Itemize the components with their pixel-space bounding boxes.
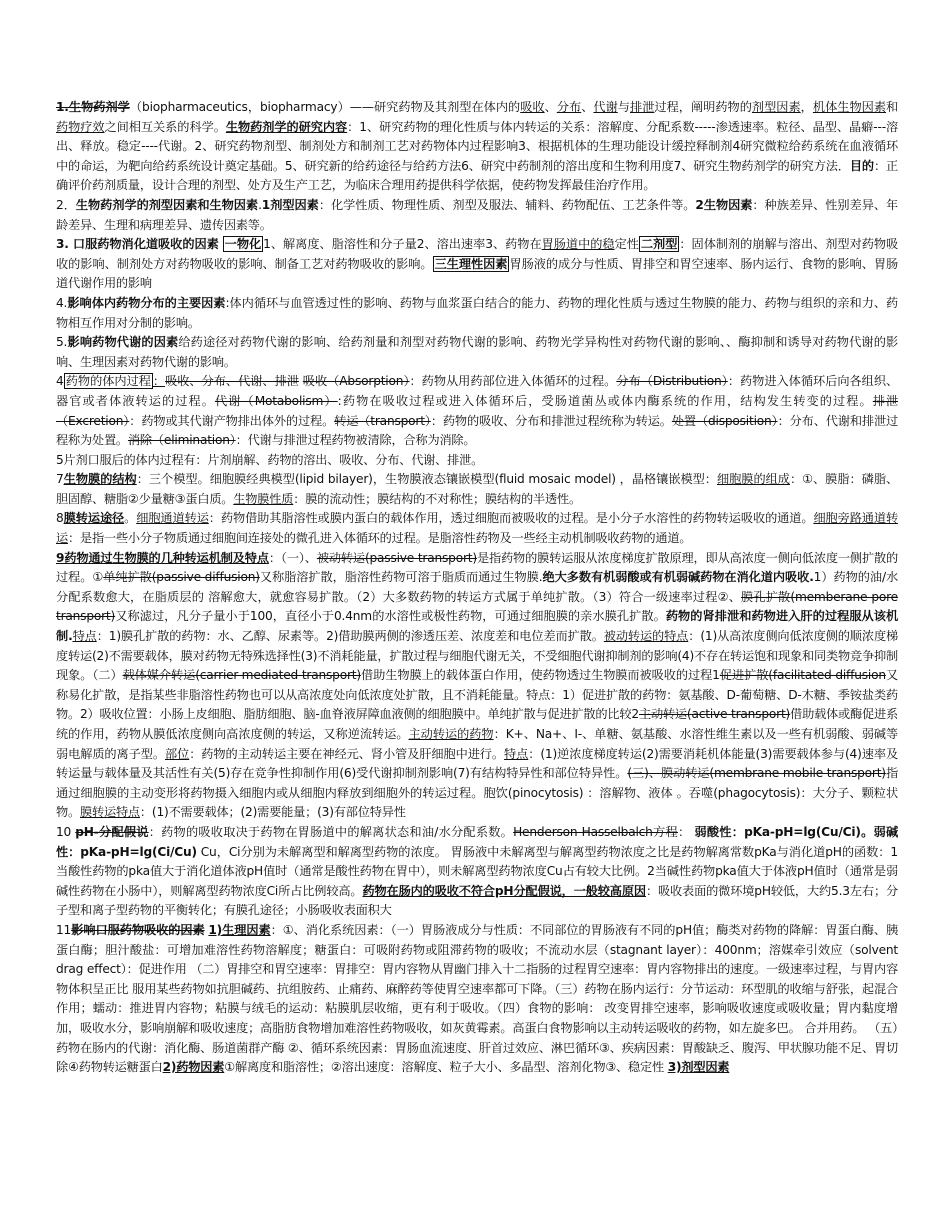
text-run: 促进扩散(facilitated diffusion xyxy=(719,668,886,683)
text-run: ：代谢与排泄过程药物被清除，合称为消除。 xyxy=(235,433,476,448)
text-run: 影响体内药物分布的主要因素 xyxy=(67,295,226,310)
text-run: 给药途径对药物代谢的影响、给药剂量和剂型对药物代谢的影响、药物光学异构性对药物代谢的影响、、酶抑制和诱导对药物代谢的影响、生理因素对药物代谢的影响。 xyxy=(56,335,899,369)
text-run: 之间相互关系的科学。 xyxy=(104,119,226,134)
text-run: 吸收（Absorption） xyxy=(302,374,410,389)
text-run: 排泄 xyxy=(630,100,655,114)
text-run: ：①、消化系统因素：（一）胃肠液成分与性质：不同部位的胃肠液有不同的pH值；酶类对药物的降解：胃蛋白酶、胰蛋白酶；胆汁酸盐：可增加难溶性药物溶解度；糖蛋白：可吸附药物或阻滞药物的吸收；不流动水层（stagnant layer）：400nm；溶媒牵引效应（solvent drag effect）：促进作用 （二）胃排空和胃空速率：胃排空：胃内容物从胃幽门排入十二指肠的过程胃空速率：胃内容物排出的速度。一级速率过程，与胃内容物体积呈正比 服用某些药物如抗胆碱药、抗组胺药、止痛药、麻醉药等使胃空速率都可下降。（三）药物在肠内运行：分节运动：环型肌的收缩与舒张，起混合作用；蠕动：推进胃内容物；粘膜与绒毛的运动：粘膜肌层收缩，更有利于吸收。（四）食物的影响： 改变胃排空速率，影响吸收速度或吸收量；胃内黏度增加，吸收水分，影响崩解和吸收速度；高脂肪食物增加难溶性药物吸收，如灰黄霉素。高蛋白食物影响以主动转运吸收的药物，如左旋多巴。 合并用药。 （五）药物在肠内的代谢：消化酶、肠道菌群产酶 ②、循环系统因素：胃肠血流速度、肝首过效应、淋巴循环③、疾病因素：胃酸缺乏、腹泻、甲状腺功能不足、胃切除④药物转运糖蛋白 xyxy=(56,922,898,1075)
text-run: 和 xyxy=(886,100,899,114)
text-run: 8 xyxy=(56,511,64,526)
text-run: 药物的肾排泄和药物进入肝的过程服从该机制. xyxy=(56,609,899,644)
text-run: . xyxy=(258,197,262,212)
text-run: ， xyxy=(800,100,813,114)
text-run: 绝大多数有机弱酸或有机弱碱药物在消化道内吸收. xyxy=(542,570,814,585)
text-run: 影响药物代谢的因素 xyxy=(67,335,179,350)
text-run: 生物膜的结构 xyxy=(63,472,137,487)
text-run: ：化学性质、物理性质、剂型及服法、辅料、药物配伍、工艺条件等。 xyxy=(318,197,696,212)
text-run: ：1)膜孔扩散的药物：水、乙醇、尿素等。2)借助膜两侧的渗透压差、浓度差和电位差而扩散。 xyxy=(96,629,604,644)
text-run: pH-分配假说 xyxy=(75,824,149,839)
text-run: ：固体制剂的崩解与溶出、剂型对药物吸收的影响、制剂处方对药物吸收的影响、制备工艺对药物吸收的影响。 xyxy=(56,237,899,271)
text-run: ：种族差异、性别差异、年龄差异、生理和病理差异、遗传因素等。 xyxy=(56,197,899,232)
text-run: 一物化 xyxy=(224,237,262,252)
text-run: 4. xyxy=(56,295,68,310)
text-run: Henderson-Hasselbalch方程 xyxy=(513,824,678,839)
text-run: 细胞通道转运 xyxy=(136,511,209,526)
text-run: 单纯扩散(passive diffusion) xyxy=(103,570,260,585)
text-run: 代谢 xyxy=(593,100,618,114)
text-run: 定性 xyxy=(614,237,639,252)
text-run: ：(1)不需要载体；(2)需要能量；(3)有部位特异性 xyxy=(139,805,406,820)
text-run: ：药物的吸收取决于药物在胃肠道中的解离状态和油/水分配系数。 xyxy=(148,824,514,839)
text-run: ：药物借助其脂溶性或膜内蛋白的载体作用，透过细胞而被吸收的过程。是小分子水溶性的药物转运吸收的通道。 xyxy=(208,511,814,526)
text-run: 。 xyxy=(124,511,137,526)
paragraph xyxy=(56,451,898,471)
text-run: ：正确评价药剂质量，设计合理的剂型、处方及生产工艺，为临床合理用药提供科学依据，使药物发挥最佳治疗作用。 xyxy=(56,158,898,193)
document-body xyxy=(56,98,898,1078)
text-run: :药物在吸收过程或进入体循环后，受肠道菌丛或体内酶系统的作用，结构发生转变的过程。 xyxy=(337,393,873,408)
text-run: 1剂型因素 xyxy=(261,197,319,212)
text-run: ：K+、Na+、I-、单糖、氨基酸、水溶性维生素以及一些有机弱酸、弱碱等弱电解质的离子型。 xyxy=(56,727,899,761)
paragraph xyxy=(56,98,898,196)
text-run: 过程，阐明药物的 xyxy=(654,100,752,114)
text-run: ：药物的主动转运主要在神经元、肾小管及肝细胞中进行。 xyxy=(189,746,505,761)
text-run: ：药物或其代谢产物排出体外的过程。 xyxy=(129,413,335,428)
text-run: 生物药剂学的研究内容 xyxy=(225,119,348,134)
text-run: ：1、研究药物的理化性质与体内转运的关系：溶解度、分配系数-----渗透速率。粒径、晶型、晶癖---溶出、释放。稳定----代谢。2、研究药物剂型、制剂处方和制剂工艺对药物体内过程影响3、根据机体的生理功能设计缓控释制剂4研究微粒给药系统在血液循环中的命运，为靶向给药系统设计奠定基础。5、研究新的给药途径与给药方法6、研究中药制剂的溶出度和生物利用度7、研究生物药剂学的研究方法． xyxy=(56,119,899,173)
text-run: 主动转运的药物 xyxy=(408,727,494,741)
text-run: 吸收、分布、代谢、排泄 xyxy=(165,374,299,389)
paragraph xyxy=(56,235,898,294)
text-run: 弱酸性：pKa-pH=lg(Cu/Ci)。弱碱性：pKa-pH=lg(Ci/Cu) xyxy=(56,824,898,859)
text-run: ：药物的吸收、分布和排泄过程统称为转运。 xyxy=(430,413,672,428)
text-run: 、 xyxy=(544,100,557,114)
text-run: 处置（disposition） xyxy=(671,413,778,428)
text-run: ：膜的流动性；膜结构的不对称性；膜结构的半透性。 xyxy=(293,491,581,506)
text-run: 被动转运的特点 xyxy=(603,629,689,644)
text-run: 消除（elimination） xyxy=(127,433,236,448)
text-run: 膜转运特点 xyxy=(79,805,140,820)
text-run: 被动转运(passive transport) xyxy=(316,550,477,565)
text-run: 3)剂型因素 xyxy=(667,1060,730,1075)
text-run: 膜孔扩散(memberane pore transport) xyxy=(56,589,898,624)
text-run: 10 xyxy=(56,824,76,839)
text-run: 药物疗效 xyxy=(56,119,105,134)
text-run: 生物膜性质 xyxy=(233,491,294,506)
text-run: 4 xyxy=(56,374,64,389)
text-run: 分布（Distribution） xyxy=(616,374,728,389)
text-run: 主动转运(active transport) xyxy=(638,707,791,722)
text-run: ：是指一些小分子物质通过细胞间连接处的微孔进入体循环的过程。是脂溶性药物及一些经主动机制吸收药物的通道。 xyxy=(68,531,692,546)
text-run: ： xyxy=(677,824,695,839)
text-run: ：①、膜脂：磷脂、胆固醇、糖脂②少量糖③蛋白质。 xyxy=(56,472,898,506)
text-run: 吸收 xyxy=(520,100,545,114)
text-run: 又称脂溶扩散，脂溶性药物可溶于脂质而通过生物膜. xyxy=(259,570,543,585)
paragraph xyxy=(56,823,898,921)
text-run: 1、解离度、脂溶性和分子量2、溶出速率3、药物在 xyxy=(263,237,542,252)
text-run: 、 xyxy=(581,100,594,114)
text-run: 细胞膜的组成 xyxy=(716,472,790,487)
paragraph xyxy=(56,921,898,1078)
text-run: 又称滤过，凡分子量小于100，直径小于0.4nm的水溶性或极性药物，可通过细胞膜的亲水膜孔扩散。 xyxy=(115,609,666,624)
text-run: ：三个模型。细胞膜经典模型(lipid bilayer)，生物膜液态镶嵌模型(fluid mosaic model) ，晶格镶嵌模型： xyxy=(136,472,717,487)
text-run: 特点 xyxy=(72,629,97,644)
paragraph xyxy=(56,196,898,235)
text-run: 特点 xyxy=(504,746,529,761)
text-run: 胃肠道中的稳 xyxy=(541,237,615,252)
text-run: 2生物因素 xyxy=(695,197,753,212)
text-run: 胃肠液的成分与性质、胃排空和胃空速率、肠内运行、食物的影响、胃肠道代谢作用的影响 xyxy=(56,256,898,291)
text-run: 2)药物因素 xyxy=(162,1060,225,1075)
text-run: 转运（transport） xyxy=(334,413,431,428)
text-run: 借助生物膜上的载体蛋白作用，使药物透过生物膜而被吸收的过程1 xyxy=(360,668,720,683)
text-run: 影响口服药物吸收的因素 xyxy=(71,922,205,937)
text-run: ：(1)从高浓度侧向低浓度侧的顺浓度梯度转运(2)不需要载体，膜对药物无特殊选择性(3)不消耗能量，扩散过程与细胞代谢无关，不受细胞代谢抑制剂的影响(4)不存在转运饱和现象和同类物竞争抑制现象。（二） xyxy=(56,629,899,683)
text-run: ：(1)逆浓度梯度转运(2)需要消耗机体能量(3)需要载体参与(4)速率及转运量与载体量及其活性有关(5)存在竞争性抑制作用(6)受代谢抑制剂影响(7)有结构特异性和部位特异性。 xyxy=(56,746,898,781)
text-run: 借助载体或酶促进系统的作用，药物从膜低浓度侧向高浓度侧的转运，又称逆流转运。 xyxy=(56,707,899,741)
paragraph xyxy=(56,333,898,372)
text-run: ：吸收表面的微环境pH较低，大约5.3左右；分子型和离子型药物的平衡转化；有膜孔途径；小肠吸收表面积大 xyxy=(56,883,898,918)
text-run: ①解离度和脂溶性；②溶出速度：溶解度、粒子大小、多晶型、溶剂化物③、稳定性 xyxy=(224,1060,668,1075)
text-run: 是指药物的膜转运服从浓度梯度扩散原理，即从高浓度一侧向低浓度一侧扩散的过程。① xyxy=(56,550,898,585)
text-run: 三生理性因素 xyxy=(434,256,508,271)
text-run: 11 xyxy=(56,922,72,937)
paragraph xyxy=(56,372,898,450)
text-run: ：分布、代谢和排泄过程称为处置。 xyxy=(56,413,899,448)
text-run: ：药物进入体循环后向各组织、器官或者体液转运的过程。 xyxy=(56,374,898,408)
text-run: 1.生物药剂学 xyxy=(56,100,130,114)
text-run: 膜转运途径 xyxy=(63,511,125,526)
text-run: 机体生物因素 xyxy=(812,100,887,114)
text-run: ： xyxy=(152,374,166,389)
text-run: 与 xyxy=(617,100,630,114)
text-run: 1）药物的油/水分配系数愈大，在脂质层的 溶解愈大，就愈容易扩散。（2）大多数药物的转运方式属于单纯扩散。（3）符合一级速率过程②、 xyxy=(56,570,898,604)
paragraph xyxy=(56,509,898,548)
text-run: 代谢（Motabolism） xyxy=(214,393,338,408)
paragraph xyxy=(56,470,898,509)
text-run: 又称易化扩散，是指某些非脂溶性药物也可以从高浓度处向低浓度处扩散，且不消耗能量。特点：1）促进扩散的药物：氨基酸、D-葡萄糖、D-木糖、季铵盐类药物。2）吸收位置：小肠上皮细胞、脂肪细胞、脑-血脊液屏障血液侧的细胞膜中。单纯扩散与促进扩散的比较2 xyxy=(56,668,898,722)
paragraph xyxy=(56,294,898,333)
text-run: 部位 xyxy=(164,746,190,761)
paragraph xyxy=(56,549,898,823)
document-page xyxy=(56,98,898,1078)
text-run: 生物药剂学的剂型因素和生物因素 xyxy=(75,197,259,212)
text-run: 1)生理因素 xyxy=(208,922,271,937)
text-run: ：药物从用药部位进入体循环的过程。 xyxy=(409,374,617,389)
text-run: ：（一）、 xyxy=(268,550,317,565)
text-run: 细胞旁路通道转运 xyxy=(56,511,898,546)
text-run: 二剂型 xyxy=(640,237,678,252)
text-run: 剂型因素 xyxy=(751,100,801,114)
text-run: 3. 口服药物消化道吸收的因素 xyxy=(56,237,219,252)
text-run: 分布 xyxy=(556,100,582,114)
text-run: （biopharmaceutics，biopharmacy）——研究药物及其剂型在体内的 xyxy=(129,100,521,114)
text-run: 药物的体内过程 xyxy=(65,374,151,389)
text-run: 9药物通过生物膜的几种转运机制及特点 xyxy=(56,550,269,565)
text-run: 5片剂口服后的体内过程有：片剂崩解、药物的溶出、吸收、分布、代谢、排泄。 xyxy=(56,452,484,467)
text-run: 目的 xyxy=(849,158,874,173)
text-run: :体内循环与血管透过性的影响、药物与血浆蛋白结合的能力、药物的理化性质与透过生物膜的能力、药物与组织的亲和力、药物相互作用对分制的影响。 xyxy=(56,295,898,330)
text-run: 7 xyxy=(56,472,64,487)
text-run: 排泄（Excretion） xyxy=(56,393,899,428)
text-run: 2． xyxy=(56,197,76,212)
text-run: (三)、膜动转运(membrane mobile transport) xyxy=(627,766,886,781)
text-run: 5. xyxy=(56,335,68,350)
text-run: 药物在肠内的吸收不符合pH分配假说，一般较高原因 xyxy=(362,883,646,898)
text-run: 载体媒介转运(carrier-mediated transport) xyxy=(122,668,361,683)
text-run: Cu，Ci分别为未解离型和解离型药物的浓度。 胃肠液中未解离型与解离型药物浓度之比是药物解离常数pKa与消化道pH的函数：1当酸性药物的pka值大于消化道体液pH值时（通常是酸性药物在胃中），则未解离型药物浓度Cu占有较大比例。2当碱性药物pka值大于体液pH值时（通常是弱碱性药物在小肠中），则解离型药物浓度Ci所占比例较高。 xyxy=(56,844,898,898)
text-run: 指通过细胞膜的主动变形将药物摄入细胞内或从细胞内释放到细胞外的转运过程。胞饮(pinocytosis) ：溶解物、液体 。吞噬(phagocytosis)：大分子、颗粒状物。 xyxy=(56,766,898,820)
